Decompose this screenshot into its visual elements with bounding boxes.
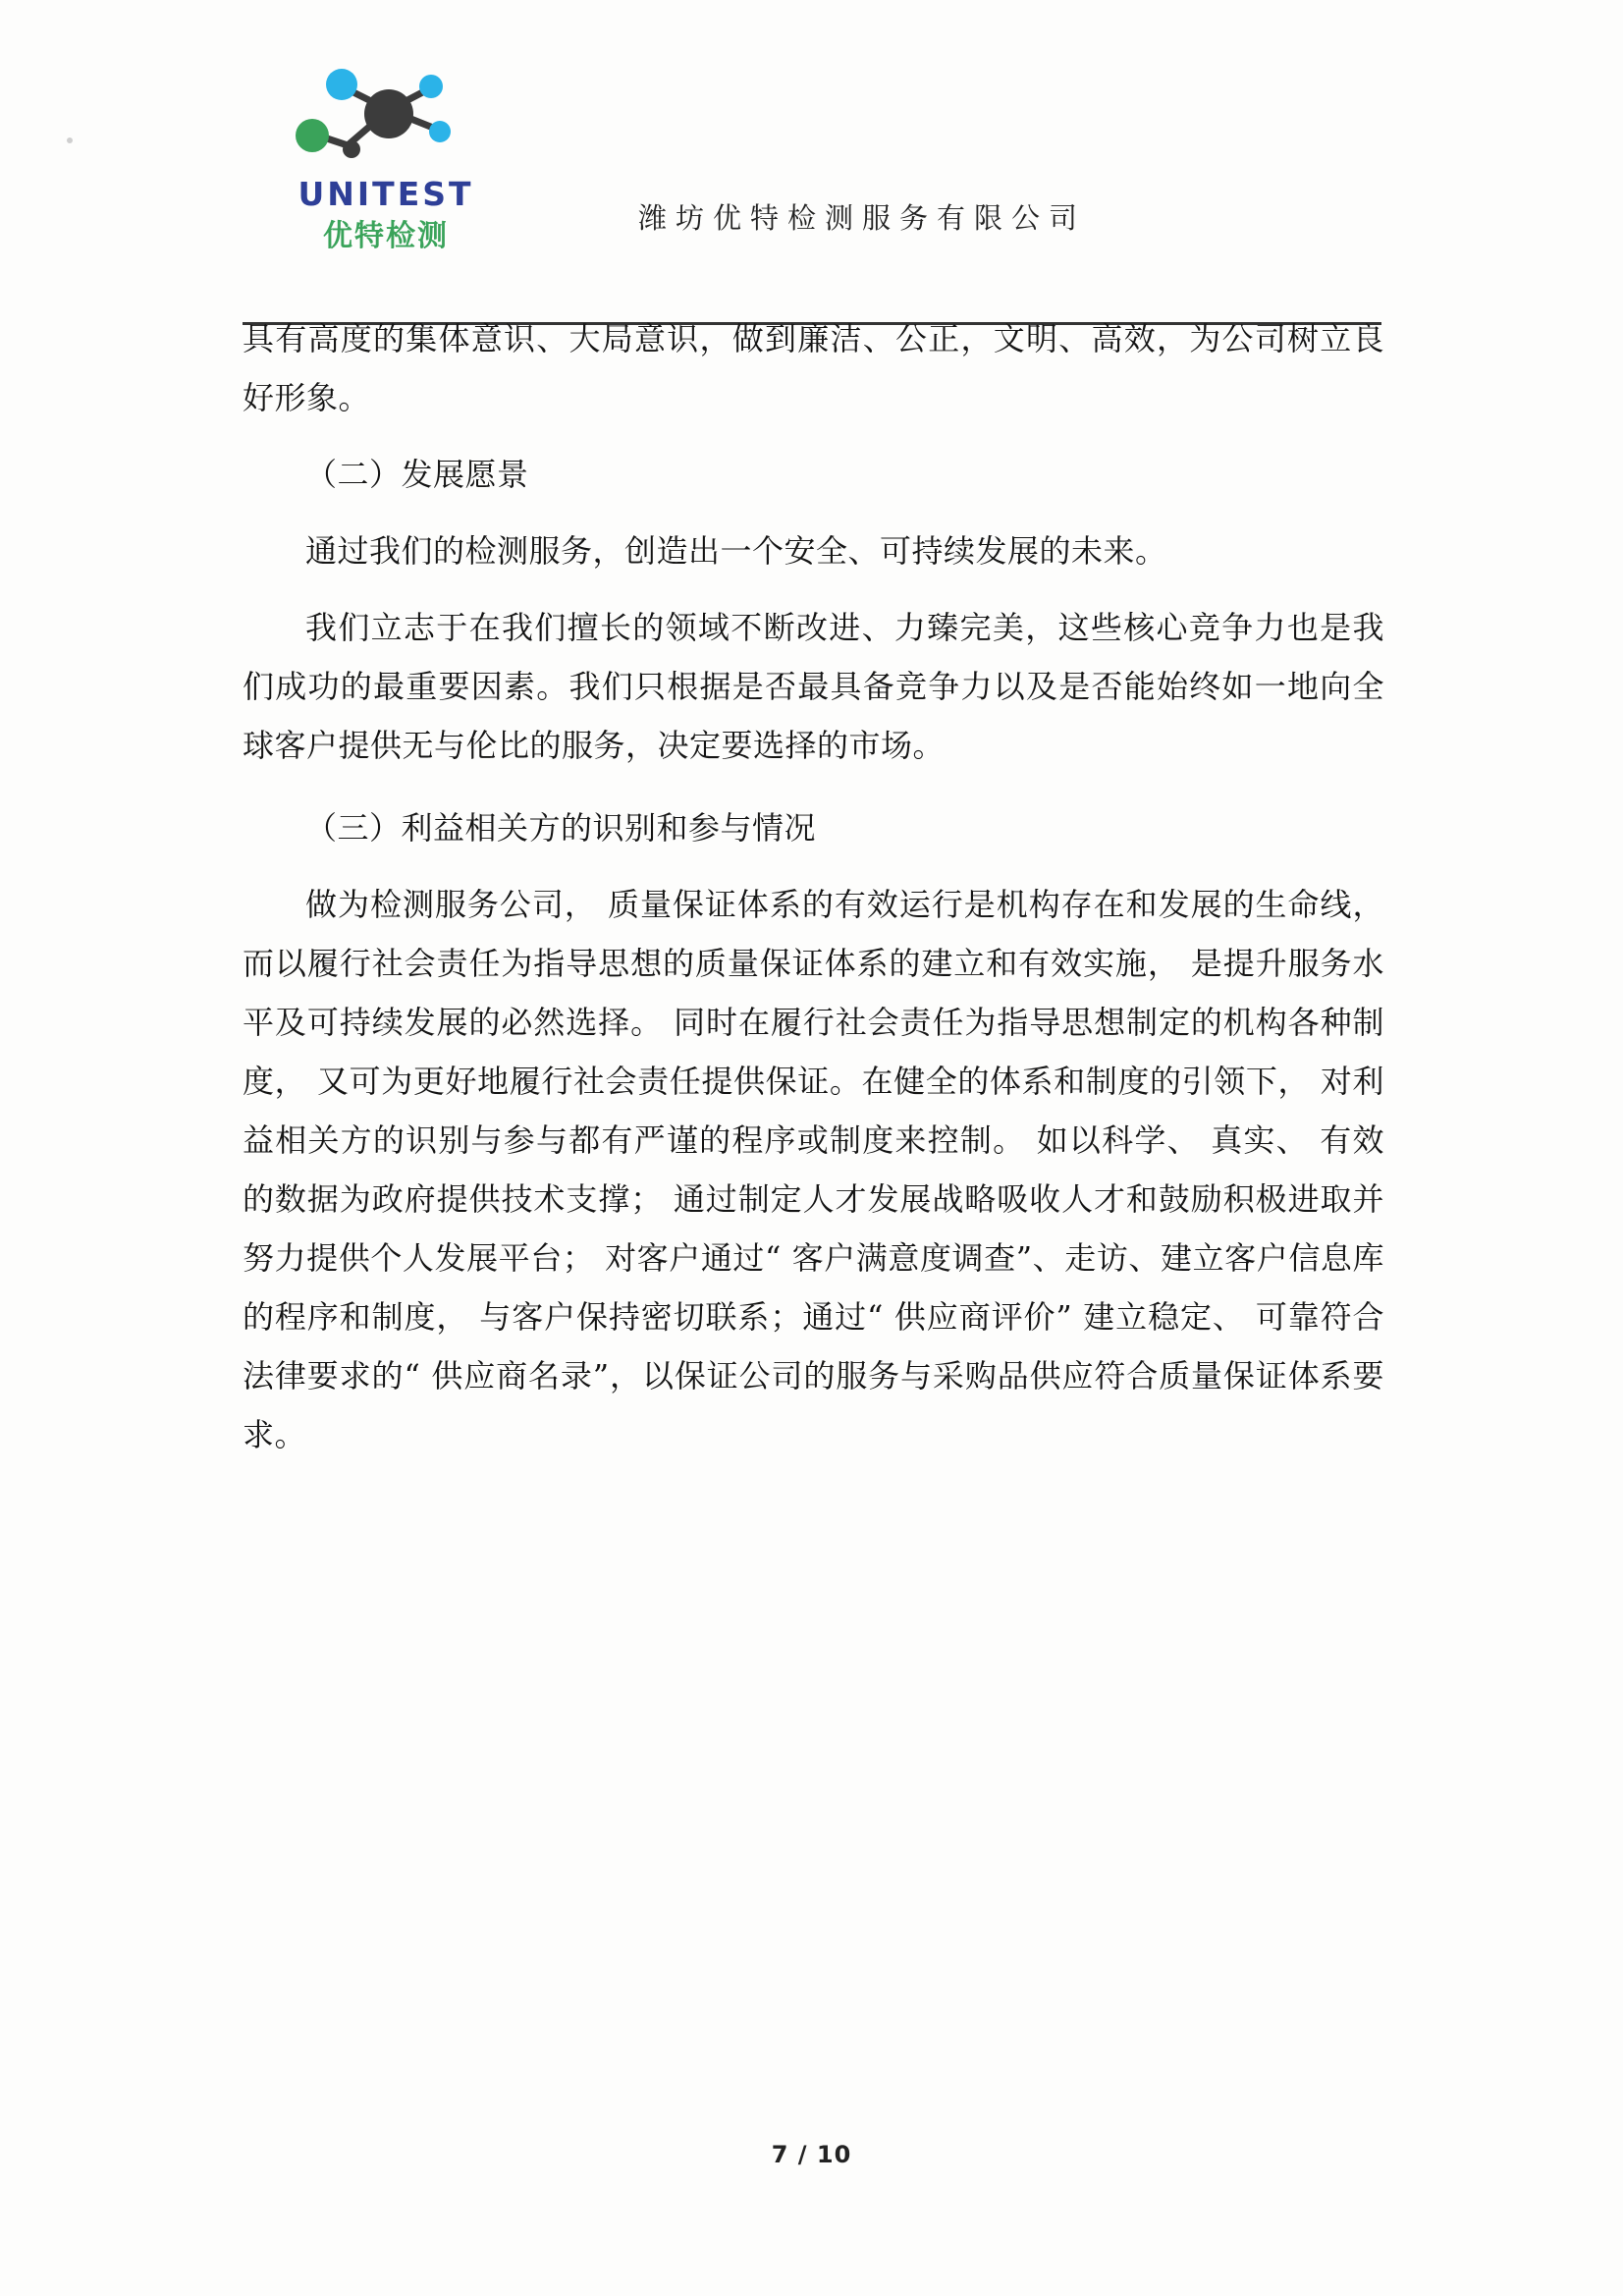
logo-sub-wordmark: 优特检测 — [323, 219, 449, 253]
company-logo — [273, 59, 509, 255]
heading-section-two: （二）发展愿景 — [305, 456, 529, 493]
page-number: 7 / 10 — [771, 2141, 852, 2168]
document-body — [243, 309, 1384, 1464]
page-header — [0, 39, 1623, 285]
paragraph-vision: 通过我们的检测服务，创造出一个安全、可持续发展的未来。 — [305, 532, 1167, 570]
paragraph-intro: 具有高度的集体意识、大局意识，做到廉洁、公正，文明、高效，为公司树立良好形象。 — [243, 320, 1384, 416]
company-name: 潍坊优特检测服务有限公司 — [638, 201, 1087, 235]
heading-section-three: （三）利益相关方的识别和参与情况 — [305, 809, 817, 847]
paragraph-stakeholders: 做为检测服务公司， 质量保证体系的有效运行是机构存在和发展的生命线， 而以履行社会责任为指导思想的质量保证体系的建立和有效实施， 是提升服务水平及可持续发展的必然选择。 同时在履行社会责任为指导思想制定的机构各种制度， 又可为更好地履行社会责任提供保证。在健全的体系和制度的引领下， 对利益相关方的识别与参与都有严谨的程序或制度来控制。 如以科学、 真实、 有效的数据为政府提供技术支撑； 通过制定人才发展战略吸收人才和鼓励积极进取并努力提供个人发展平台； 对客户通过“ 客户满意度调查”、走访、建立客户信息库的程序和制度， 与客户保持密切联系；通过“ 供应商评价” 建立稳定、 可靠符合法律要求的“ 供应商名录”，以保证公司的服务与采购品供应符合质量保证体系要求。 — [243, 886, 1384, 1453]
logo-wordmark: UNITEST — [298, 175, 474, 213]
molecule-logo-icon — [283, 59, 489, 177]
paragraph-aspiration: 我们立志于在我们擅长的领域不断改进、力臻完美，这些核心竞争力也是我们成功的最重要因素。我们只根据是否最具备竞争力以及是否能始终如一地向全球客户提供无与伦比的服务，决定要选择的市场。 — [243, 609, 1384, 764]
